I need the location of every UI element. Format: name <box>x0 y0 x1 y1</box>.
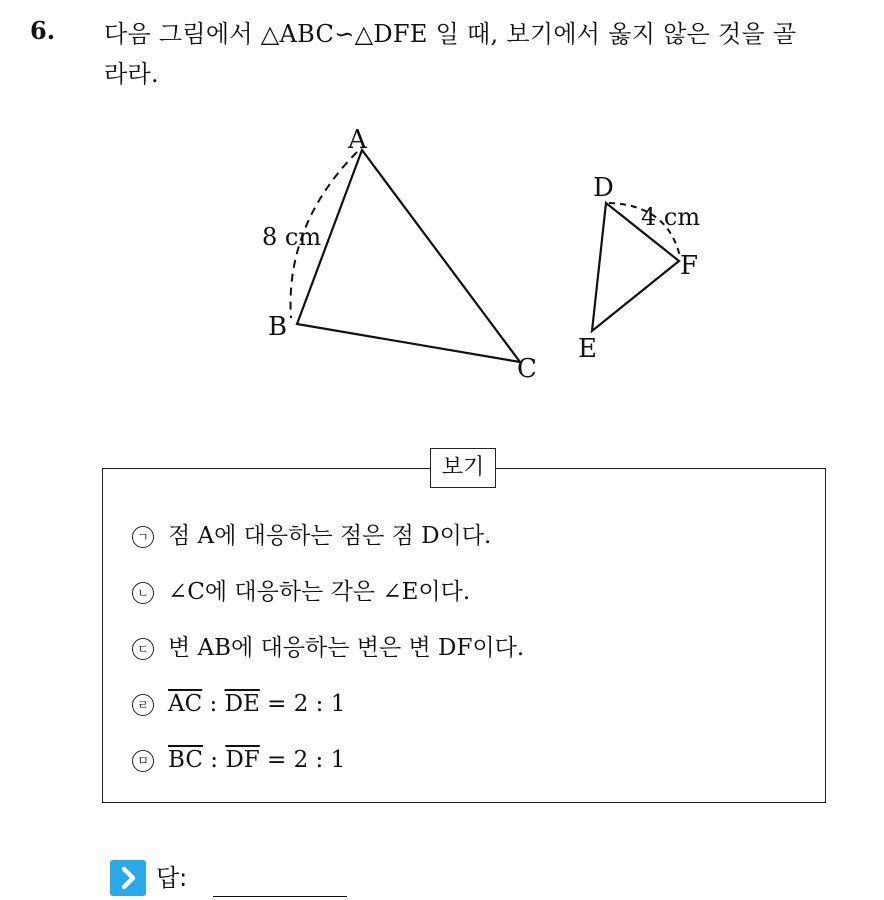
vertex-label-b: B <box>268 312 288 342</box>
segment-de: $\overline{DE}$ <box>224 691 260 717</box>
answer-blank[interactable] <box>213 896 347 897</box>
option-marker: ㅁ <box>132 750 154 772</box>
chevron-right-icon <box>110 860 146 896</box>
question-text-line-2: 라라. <box>104 60 159 88</box>
triangle-abc <box>297 150 520 362</box>
segment-df: $\overline{DF}$ <box>225 747 260 773</box>
option-marker: ㄱ <box>132 526 154 548</box>
option-item-4 <box>132 686 345 722</box>
vertex-label-c: C <box>517 354 537 384</box>
option-item-2 <box>132 574 470 610</box>
option-item-1 <box>132 518 491 554</box>
segment-ac: $\overline{AC}$ <box>168 691 203 717</box>
option-text: 점 A에 대응하는 점은 점 D이다. <box>168 523 492 549</box>
triangle-figure <box>0 0 884 420</box>
segment-bc: $\overline{BC}$ <box>168 747 203 773</box>
option-text: ∠C에 대응하는 각은 ∠E이다. <box>168 579 471 605</box>
vertex-label-e: E <box>578 334 597 364</box>
answer-label: 답: <box>156 864 188 892</box>
ratio-separator: : <box>202 747 226 773</box>
option-item-5 <box>132 742 345 778</box>
option-marker: ㄴ <box>132 582 154 604</box>
vertex-label-f: F <box>680 251 699 281</box>
option-item-3 <box>132 630 524 666</box>
side-label-ab: 8 cm <box>262 223 322 251</box>
options-box-title: 보기 <box>430 448 496 488</box>
ratio-separator: : <box>202 691 225 717</box>
ratio-value: = 2 : 1 <box>259 747 346 773</box>
side-label-df: 4 cm <box>641 203 701 231</box>
question-number: 6. <box>30 16 56 45</box>
vertex-label-a: A <box>348 125 367 155</box>
option-text: 변 AB에 대응하는 변은 변 DF이다. <box>168 635 525 661</box>
option-marker: ㄹ <box>132 694 154 716</box>
ratio-value: = 2 : 1 <box>259 691 346 717</box>
option-marker: ㄷ <box>132 638 154 660</box>
question-text-line-1: 다음 그림에서 △ABC∽△DFE 일 때, 보기에서 옳지 않은 것을 골 <box>104 20 797 48</box>
vertex-label-d: D <box>593 173 614 203</box>
